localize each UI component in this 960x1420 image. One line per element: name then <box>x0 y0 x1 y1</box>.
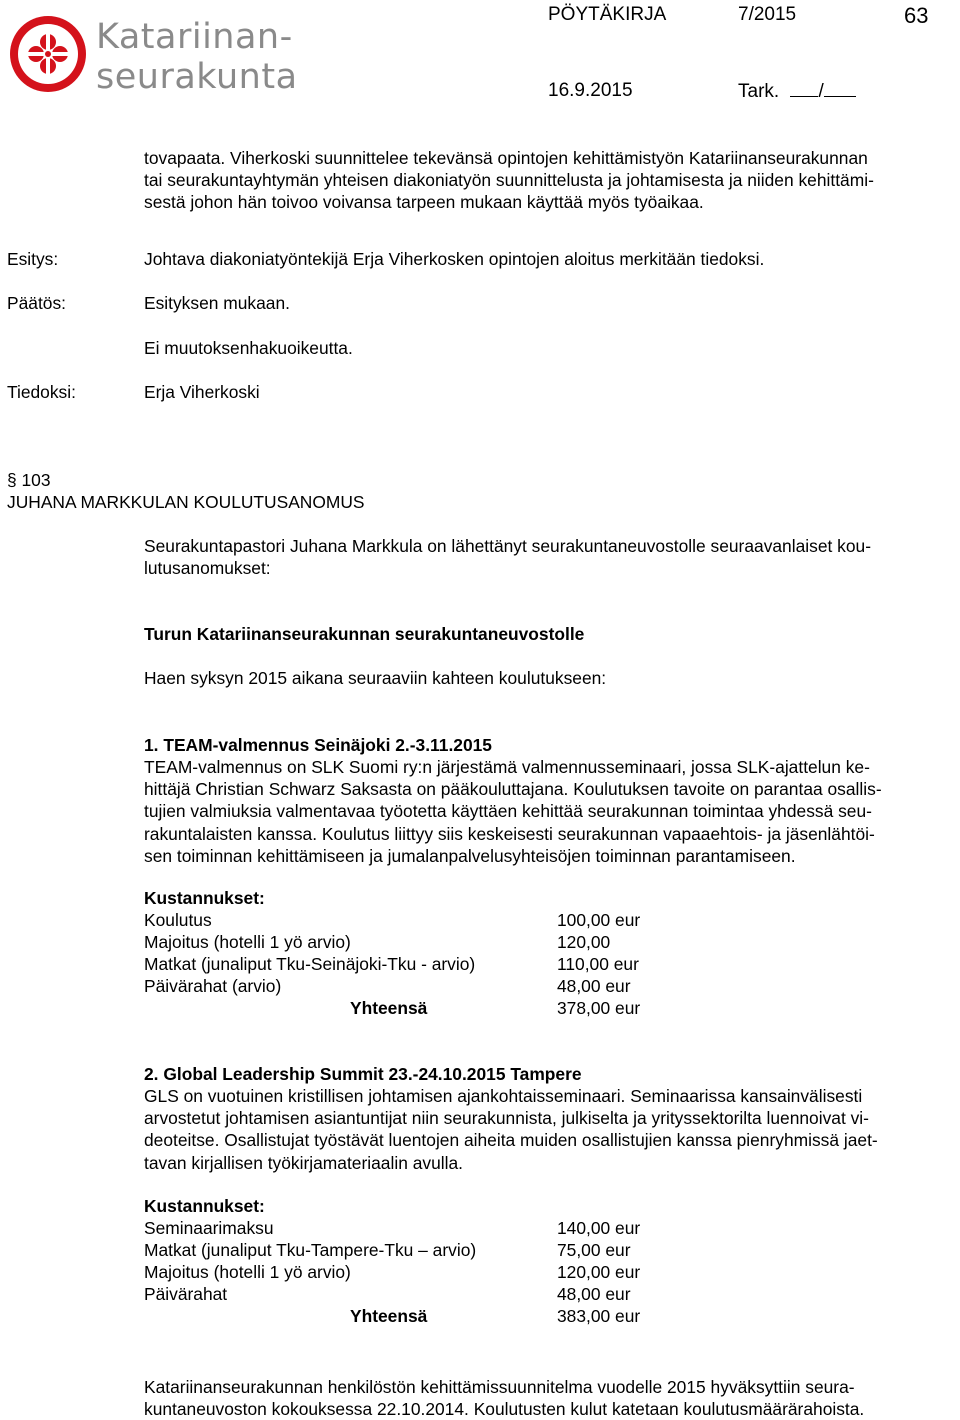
cost-amount: 48,00 eur <box>557 1284 631 1304</box>
cost-total-label: Yhteensä <box>350 1306 428 1326</box>
logo-text-line2: seurakunta <box>96 57 298 97</box>
cost-total-amount: 383,00 eur <box>557 1306 641 1326</box>
proposal-text: Johtava diakoniatyöntekijä Erja Viherkosken opintojen aloitus merkitään tiedoksi. <box>144 249 765 269</box>
cost-item: Koulutus <box>144 910 212 930</box>
proposal-label: Esitys: <box>7 249 59 269</box>
cost-row <box>144 1239 664 1261</box>
cost-item: Seminaarimaksu <box>144 1218 274 1238</box>
cost-row <box>144 931 664 953</box>
text-line: tujien valmiuksia valmentavaa työotetta käyttäen kehittää seurakunnan toimintaa yhdessä seu- <box>144 801 872 822</box>
decision-text: Esityksen mukaan. <box>144 293 290 313</box>
text-line: deoteitse. Osallistujat työstävät luentojen aiheita muiden osallistujien kanssa pienryhmissä jaet- <box>144 1130 878 1151</box>
check-separator: / <box>818 81 824 102</box>
closing-paragraph <box>144 1376 954 1420</box>
cost-amount: 140,00 eur <box>557 1218 641 1238</box>
decision-label: Päätös: <box>7 293 66 313</box>
cost-item: Päivärahat (arvio) <box>144 976 282 996</box>
cost-amount: 100,00 eur <box>557 910 641 930</box>
section-number <box>7 469 51 491</box>
text-line: kuntaneuvoston kokouksessa 22.10.2014. Koulutusten kulut katetaan koulutusmäärärahoista. <box>144 1399 865 1420</box>
church-logo-icon <box>8 14 88 94</box>
logo-text-line1: Katariinan- <box>96 17 293 57</box>
info-text: Erja Viherkoski <box>144 382 260 402</box>
text-line: tovapaata. Viherkoski suunnittelee tekevänsä opintojen kehittämistyön Katariinanseurakunnan <box>144 148 868 168</box>
cost-item: Majoitus (hotelli 1 yö arvio) <box>144 932 351 952</box>
cost-item: Päivärahat <box>144 1284 228 1304</box>
cost-item: Majoitus (hotelli 1 yö arvio) <box>144 1262 351 1282</box>
cost-row <box>144 1261 664 1283</box>
training-2-costs-label: Kustannukset: <box>144 1196 265 1216</box>
text-line: GLS on vuotuinen kristillisen johtamisen ajankohtaisseminaari. Seminaarissa kansainvälisesti <box>144 1086 863 1106</box>
section-symbol: § <box>7 470 17 490</box>
info-label: Tiedoksi: <box>7 382 76 402</box>
cost-row <box>144 1217 664 1239</box>
check-label: Tark. <box>738 81 780 102</box>
training-2-title: 2. Global Leadership Summit 23.-24.10.2015 Tampere <box>144 1064 582 1084</box>
check-field <box>738 80 856 103</box>
request-text: Haen syksyn 2015 aikana seuraaviin kahteen koulutukseen: <box>144 668 607 688</box>
cost-total-amount: 378,00 eur <box>557 998 641 1018</box>
training-1-title: 1. TEAM-valmennus Seinäjoki 2.-3.11.2015 <box>144 735 492 755</box>
cost-row <box>144 1283 664 1305</box>
cost-total-row <box>144 997 664 1019</box>
text-line: hittäjä Christian Schwarz Saksasta on pääkouluttajana. Koulutuksen tavoite on parantaa osallis- <box>144 779 882 800</box>
text-line: tavan kirjallisen työkirjamateriaalin avulla. <box>144 1152 463 1173</box>
section-number-value: 103 <box>21 470 51 490</box>
text-line: sestä johon hän toivoo voivansa tarpeen mukaan käyttää myös työaikaa. <box>144 192 704 213</box>
cost-row <box>144 909 664 931</box>
cost-row <box>144 975 664 997</box>
doc-type: PÖYTÄKIRJA <box>548 4 667 25</box>
cost-total-row <box>144 1305 664 1327</box>
section-intro <box>144 535 954 579</box>
text-line: arvostetut johtamisen asiantuntijat niin seurakunnista, julkiselta ja yrityssektorilta luennoivat vi- <box>144 1108 869 1129</box>
cost-amount: 120,00 <box>557 932 611 952</box>
text-line: tai seurakuntayhtymän yhteisen diakoniatyön suunnittelusta ja johtamisesta ja niiden kehittämi- <box>144 170 874 191</box>
check-blank-1 <box>790 80 818 97</box>
page-number: 63 <box>904 3 929 28</box>
section-title: JUHANA MARKKULAN KOULUTUSANOMUS <box>7 492 365 512</box>
cost-amount: 75,00 eur <box>557 1240 631 1260</box>
cost-amount: 110,00 eur <box>557 954 639 974</box>
training-1-costs-label: Kustannukset: <box>144 888 265 908</box>
logo <box>8 14 298 97</box>
training-1-description <box>144 756 954 867</box>
cost-item: Matkat (junaliput Tku-Seinäjoki-Tku - arvio) <box>144 954 476 974</box>
training-2-description <box>144 1085 954 1174</box>
doc-number: 7/2015 <box>738 4 797 25</box>
check-blank-2 <box>824 80 856 97</box>
cost-amount: 48,00 eur <box>557 976 631 996</box>
text-line: rakuntalaisten kanssa. Koulutus liittyy siis keskeisesti seurakunnan vapaaehtois- ja jäsenlähtöi- <box>144 823 875 844</box>
cost-total-label: Yhteensä <box>350 998 428 1018</box>
doc-date: 16.9.2015 <box>548 80 633 101</box>
intro-paragraph <box>144 147 954 214</box>
text-line: Katariinanseurakunnan henkilöstön kehittämissuunnitelma vuodelle 2015 hyväksyttiin seura- <box>144 1377 855 1397</box>
text-line: lutusanomukset: <box>144 558 271 579</box>
cost-item: Matkat (junaliput Tku-Tampere-Tku – arvio) <box>144 1240 477 1260</box>
addressee: Turun Katariinanseurakunnan seurakuntaneuvostolle <box>144 624 585 644</box>
cost-amount: 120,00 eur <box>557 1262 641 1282</box>
text-line: sen toiminnan kehittämiseen ja jumalanpalvelusyhteisöjen toiminnan parantamiseen. <box>144 845 796 866</box>
appeal-note: Ei muutoksenhakuoikeutta. <box>144 338 353 358</box>
cost-row <box>144 953 664 975</box>
text-line: Seurakuntapastori Juhana Markkula on lähettänyt seurakuntaneuvostolle seuraavanlaiset kou- <box>144 536 871 556</box>
text-line: TEAM-valmennus on SLK Suomi ry:n järjestämä valmennusseminaari, jossa SLK-ajattelun ke- <box>144 757 870 777</box>
